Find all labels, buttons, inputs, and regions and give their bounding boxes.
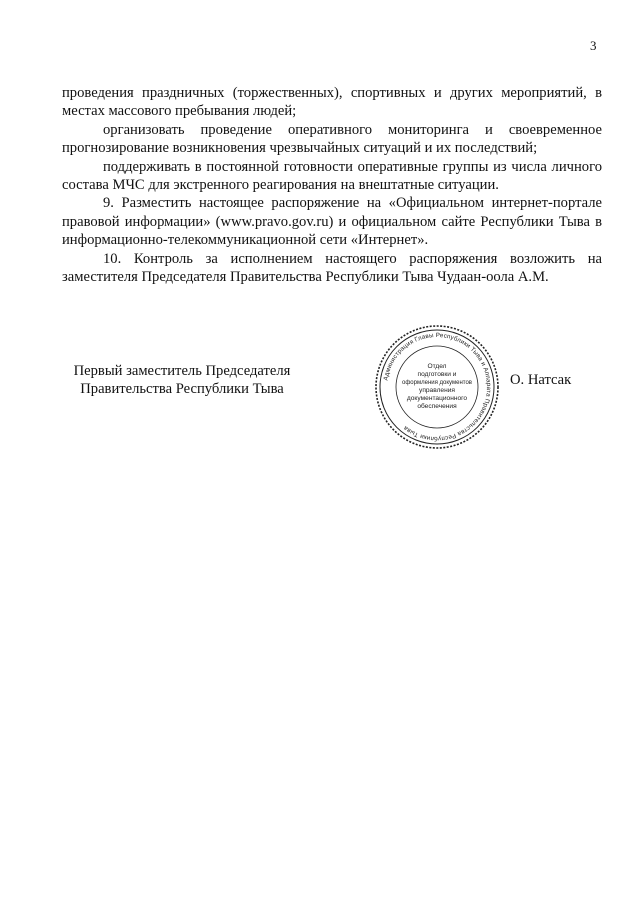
signatory-position [62,362,302,399]
stamp-line-4: управления [419,387,455,394]
signatory-name: О. Натсак [510,372,572,388]
paragraph-2: организовать проведение оперативного мониторинга и своевременное прогнозирование возникновения чрезвычайных ситуаций и их последствий; [62,121,602,157]
paragraph-4: 9. Разместить настоящее распоряжение на «Официальном интернет-портале правовой информации» (www.pravo.gov.ru) и официальном сайте Республики Тыва в информационно-телекоммуникационной сети «Интернет». [62,195,602,249]
stamp-line-3: оформления документов [402,380,472,386]
stamp-line-6: обеспечения [417,403,457,410]
stamp-line-5: документационного [406,395,468,402]
paragraph-5: 10. Контроль за исполнением настоящего распоряжения возложить на заместителя Председателя Правительства Республики Тыва Чудаан-оола А.М. [62,250,602,286]
signatory-position-line-1: Первый заместитель Председателя [73,363,291,379]
body-text [62,84,602,286]
stamp-seal-icon [372,322,502,452]
stamp-line-2: подготовки и [417,371,457,378]
signatory-position-line-2: Правительства Республики Тыва [80,381,284,398]
page-number: 3 [590,38,597,53]
stamp-line-1: Отдел [427,363,447,370]
stamp-ring-text: Администрация Главы Республики Тыва и Аппарата Правительства Республики Тыва [382,331,493,443]
paragraph-1: проведения праздничных (торжественных), спортивных и других мероприятий, в местах массового пребывания людей; [62,85,602,120]
paragraph-3: поддерживать в постоянной готовности оперативные группы из числа личного состава МЧС для экстренного реагирования на внештатные ситуации. [62,158,602,194]
official-stamp [372,322,502,452]
